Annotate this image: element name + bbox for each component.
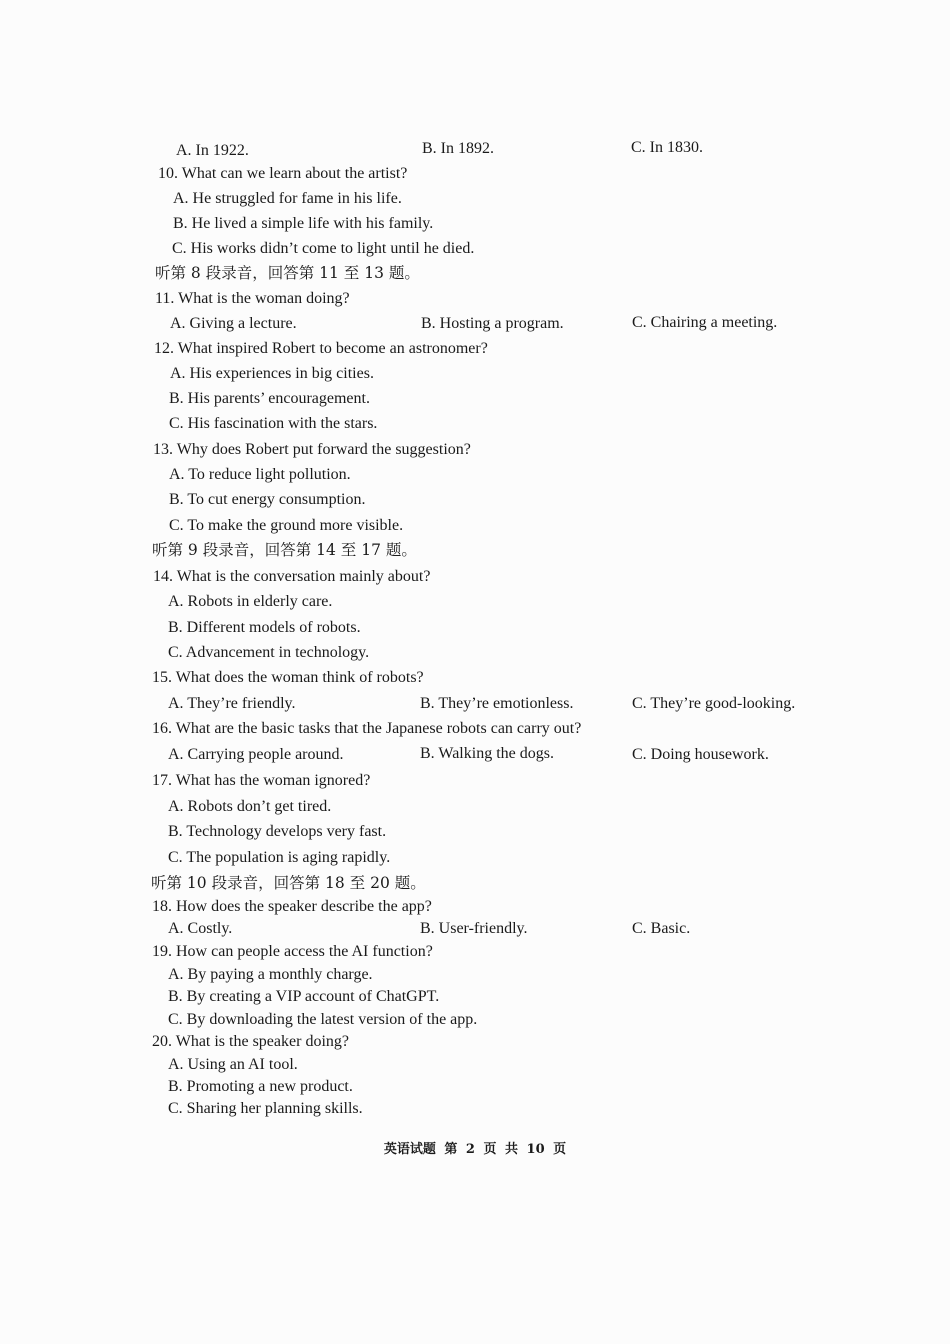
q15-option-c: C. They’re good-looking. [632, 695, 796, 712]
q19-option-c: C. By downloading the latest version of the app. [168, 1011, 478, 1028]
q12-option-b: B. His parents’ encouragement. [169, 390, 370, 407]
q18-option-a: A. Costly. [168, 920, 233, 937]
q12-option-a: A. His experiences in big cities. [170, 365, 374, 382]
question-18: 18. How does the speaker describe the app? [152, 898, 432, 915]
q20-option-b: B. Promoting a new product. [168, 1078, 353, 1095]
q17-option-b: B. Technology develops very fast. [168, 823, 387, 840]
q11-option-c: C. Chairing a meeting. [632, 314, 778, 331]
section-10-instruction: 听第 10 段录音，回答第 18 至 20 题。 [151, 874, 426, 892]
q16-option-a: A. Carrying people around. [168, 746, 344, 763]
q11-option-a: A. Giving a lecture. [170, 315, 297, 332]
q16-option-b: B. Walking the dogs. [420, 745, 554, 762]
q9-option-b: B. In 1892. [422, 140, 494, 157]
question-17: 17. What has the woman ignored? [152, 772, 371, 789]
section-9-instruction: 听第 9 段录音，回答第 14 至 17 题。 [152, 541, 417, 559]
question-20: 20. What is the speaker doing? [152, 1033, 349, 1050]
q12-option-c: C. His fascination with the stars. [169, 415, 378, 432]
q15-option-b: B. They’re emotionless. [420, 695, 574, 712]
question-13: 13. Why does Robert put forward the suggestion? [153, 441, 471, 458]
q18-option-c: C. Basic. [632, 920, 691, 937]
q20-option-a: A. Using an AI tool. [168, 1056, 298, 1073]
q16-option-c: C. Doing housework. [632, 746, 769, 763]
section-8-instruction: 听第 8 段录音，回答第 11 至 13 题。 [155, 264, 420, 282]
question-11: 11. What is the woman doing? [155, 290, 350, 307]
q20-option-c: C. Sharing her planning skills. [168, 1100, 363, 1117]
q18-option-b: B. User-friendly. [420, 920, 528, 937]
q14-option-b: B. Different models of robots. [168, 619, 361, 636]
q15-option-a: A. They’re friendly. [168, 695, 296, 712]
q10-option-c: C. His works didn’t come to light until he died. [172, 240, 475, 257]
q10-option-a: A. He struggled for fame in his life. [173, 190, 402, 207]
q19-option-a: A. By paying a monthly charge. [168, 966, 373, 983]
q19-option-b: B. By creating a VIP account of ChatGPT. [168, 988, 440, 1005]
q17-option-c: C. The population is aging rapidly. [168, 849, 391, 866]
question-19: 19. How can people access the AI function? [152, 943, 433, 960]
question-10: 10. What can we learn about the artist? [158, 165, 408, 182]
question-15: 15. What does the woman think of robots? [152, 669, 424, 686]
page-footer: 英语试题 第 2 页 共 10 页 [383, 1142, 567, 1157]
q13-option-c: C. To make the ground more visible. [169, 517, 404, 534]
q10-option-b: B. He lived a simple life with his family. [173, 215, 434, 232]
q9-option-c: C. In 1830. [631, 139, 703, 156]
q14-option-a: A. Robots in elderly care. [168, 593, 333, 610]
q11-option-b: B. Hosting a program. [421, 315, 564, 332]
q14-option-c: C. Advancement in technology. [168, 644, 370, 661]
q13-option-b: B. To cut energy consumption. [169, 491, 366, 508]
question-16: 16. What are the basic tasks that the Japanese robots can carry out? [152, 720, 582, 737]
question-12: 12. What inspired Robert to become an astronomer? [154, 340, 488, 357]
q13-option-a: A. To reduce light pollution. [169, 466, 351, 483]
q17-option-a: A. Robots don’t get tired. [168, 798, 332, 815]
question-14: 14. What is the conversation mainly about? [153, 568, 431, 585]
q9-option-a: A. In 1922. [176, 142, 249, 159]
